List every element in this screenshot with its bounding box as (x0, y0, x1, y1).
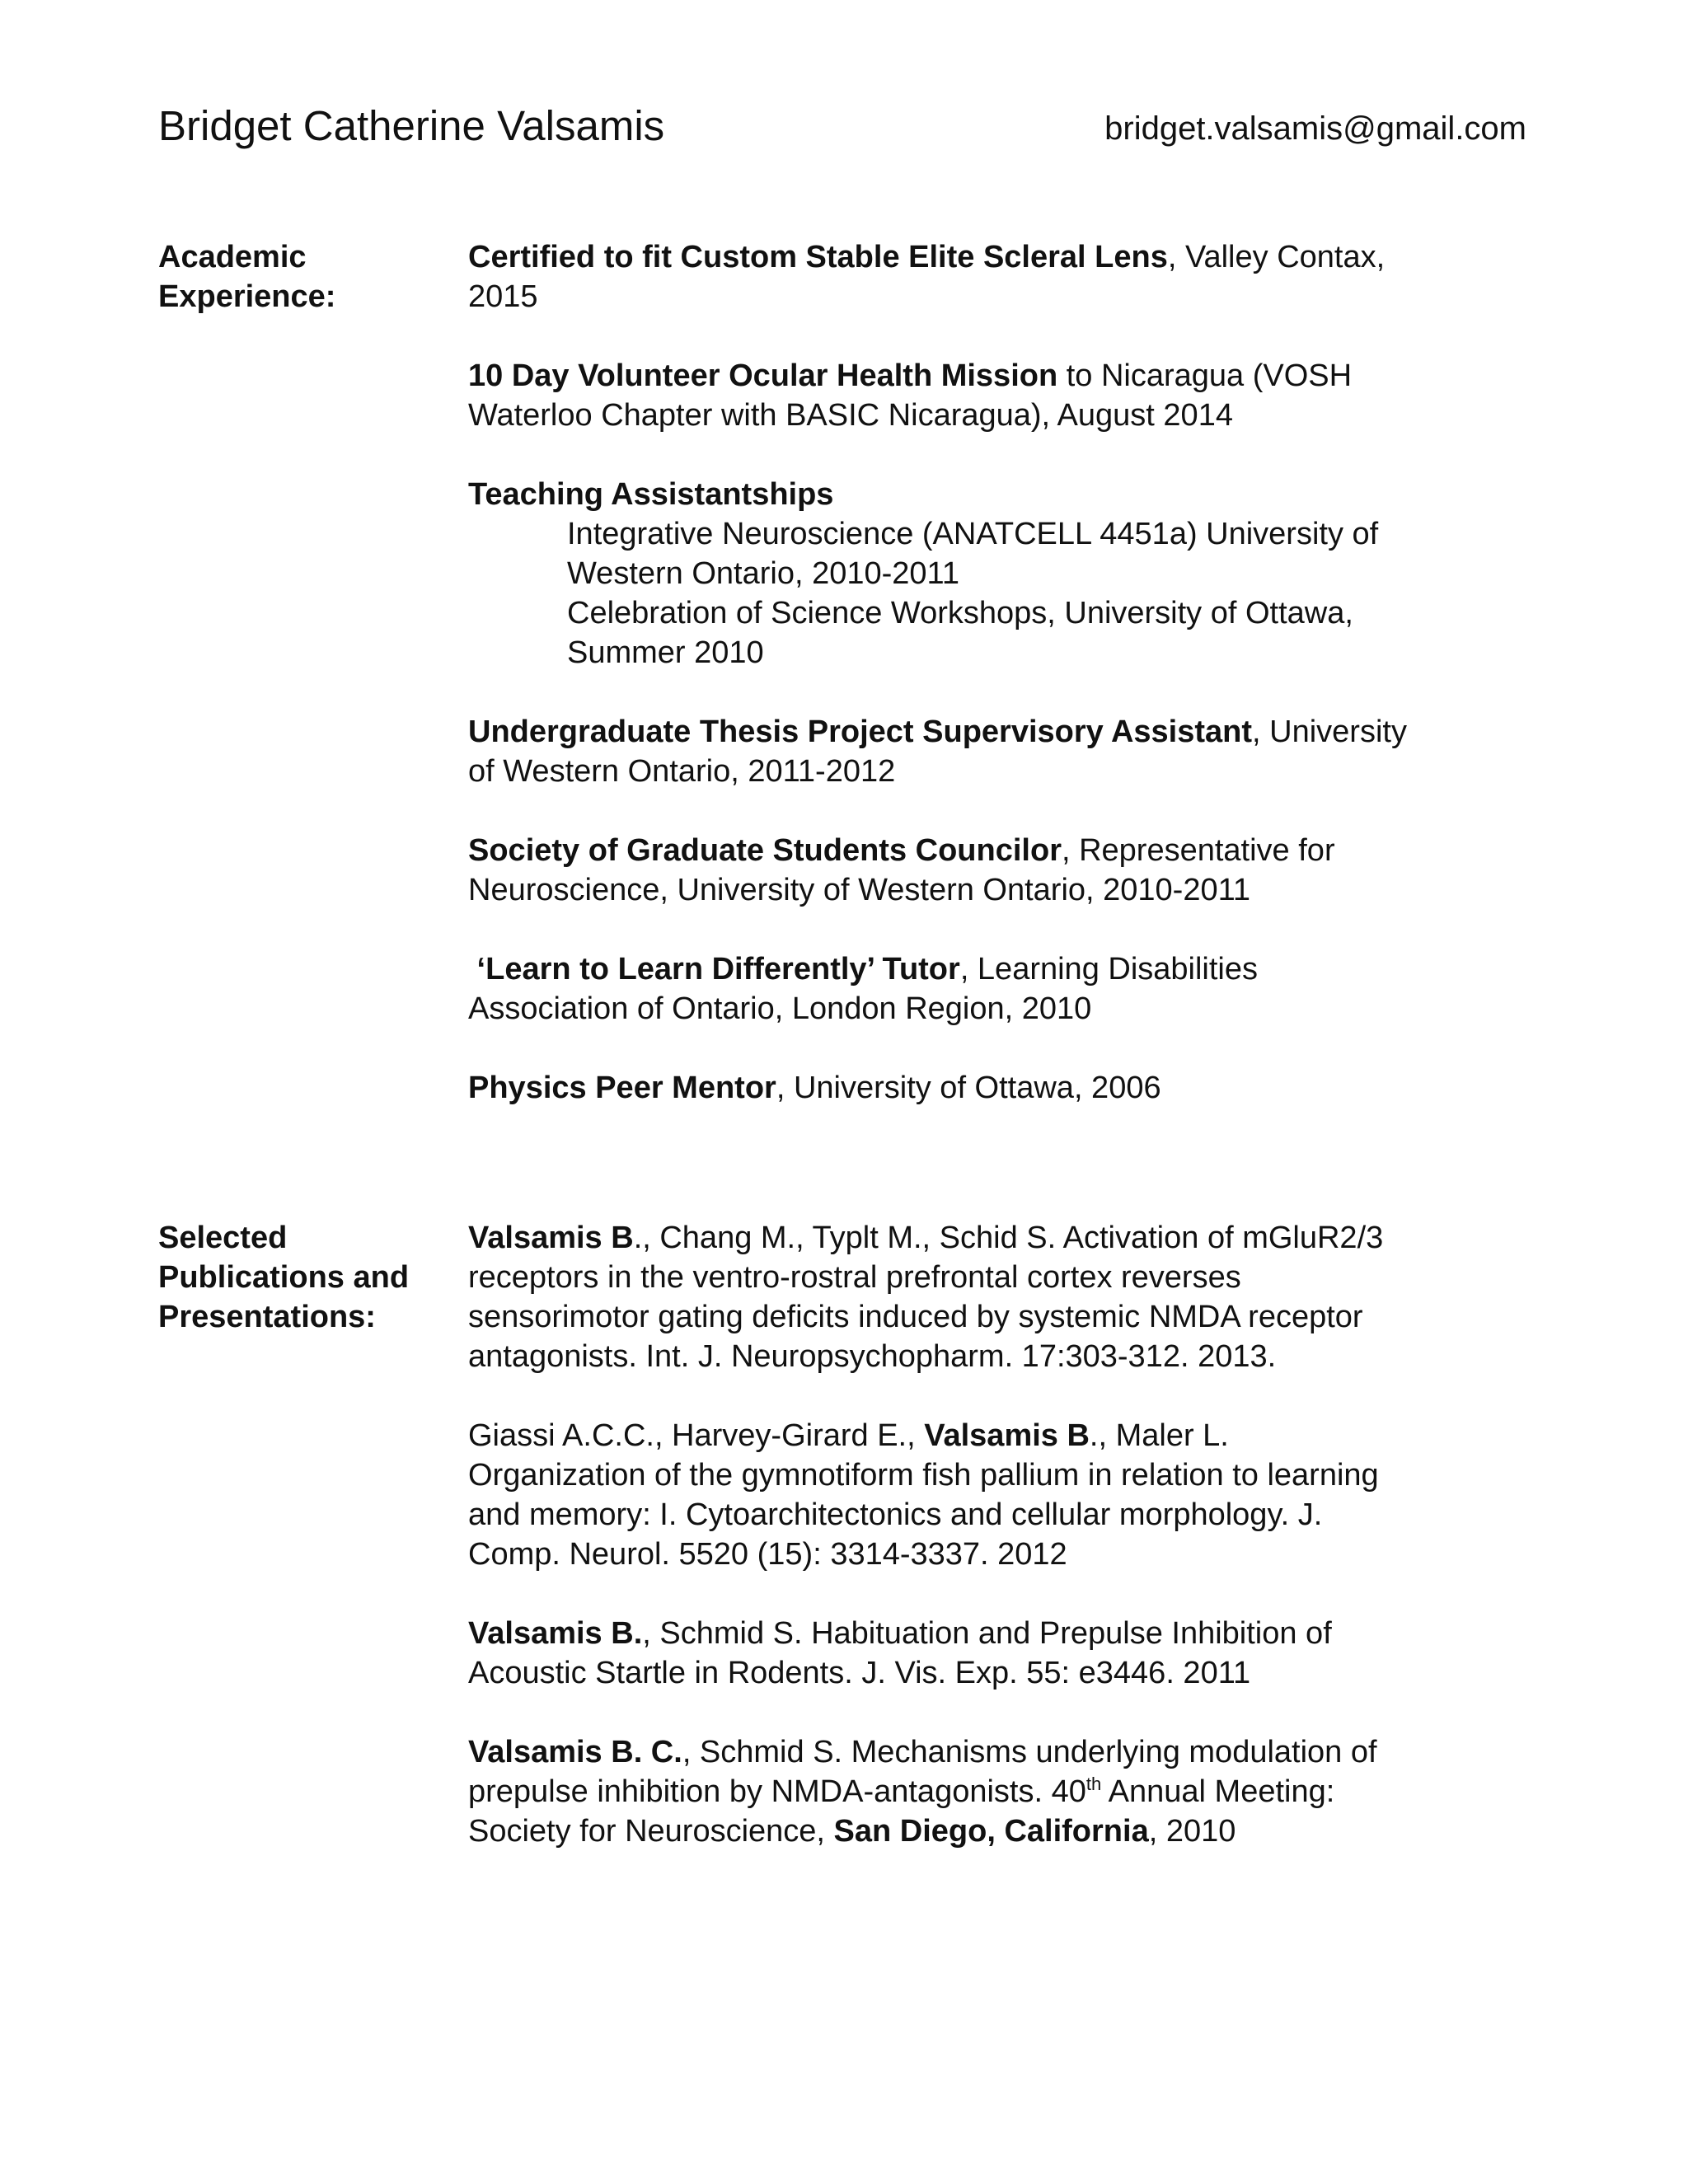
entry-vosh-mission: 10 Day Volunteer Ocular Health Mission to Nicaragua (VOSH Waterloo Chapter with BASIC Nicaragua), August 2014 (468, 359, 1353, 433)
entry-scleral-lens: Certified to fit Custom Stable Elite Scleral Lens, Valley Contax, 2015 (468, 240, 1386, 314)
section-label-publications: Selected Publications and Presentations: (158, 1221, 410, 1334)
publication-gymnotiform: Giassi A.C.C., Harvey-Girard E., Valsamis B., Maler L. Organization of the gymnotiform fish pallium in relation to learning and memory: I. Cytoarchitectonics and cellular morphology. J. Comp. Neurol. 5520 (15): 3314-3337. 2012 (468, 1418, 1379, 1572)
publication-mglur: Valsamis B., Chang M., Typlt M., Schid S. Activation of mGluR2/3 receptors in the ventro-rostral prefrontal cortex reverses sensorimotor gating deficits induced by systemic NMDA receptor antagonists. Int. J. Neuropsychopharm. 17:303-312. 2013. (468, 1221, 1384, 1374)
entry-thesis-assistant: Undergraduate Thesis Project Supervisory Assistant, University of Western Ontario, 2011-2012 (468, 715, 1407, 789)
publication-habituation: Valsamis B., Schmid S. Habituation and Prepulse Inhibition of Acoustic Startle in Rodents. J. Vis. Exp. 55: e3446. 2011 (468, 1616, 1332, 1690)
entry-teaching-assistantships: Teaching Assistantships Integrative Neuroscience (ANATCELL 4451a) University of Western Ontario, 2010-2011 Celebration of Science Workshops, University of Ottawa, Summer 2010 (468, 477, 1379, 670)
entry-learn-tutor: ‘Learn to Learn Differently’ Tutor, Learning Disabilities Association of Ontario, London Region, 2010 (468, 952, 1258, 1026)
academic-entries (468, 237, 1507, 1147)
publication-nmda-antagonists: Valsamis B. C., Schmid S. Mechanisms underlying modulation of prepulse inhibition by NMDA-antagonists. 40th Annual Meeting: Society for Neuroscience, San Diego, California, 2010 (468, 1735, 1377, 1849)
entry-physics-mentor: Physics Peer Mentor, University of Ottawa, 2006 (468, 1071, 1161, 1105)
publication-entries (468, 1218, 1507, 1891)
candidate-name: Bridget Catherine Valsamis (158, 102, 665, 149)
resume-header (158, 97, 1526, 155)
section-label-academic: Academic Experience: (158, 240, 336, 314)
candidate-email[interactable]: bridget.valsamis@gmail.com (1104, 110, 1526, 147)
entry-sogs-councilor: Society of Graduate Students Councilor, Representative for Neuroscience, University of Western Ontario, 2010-2011 (468, 833, 1335, 907)
